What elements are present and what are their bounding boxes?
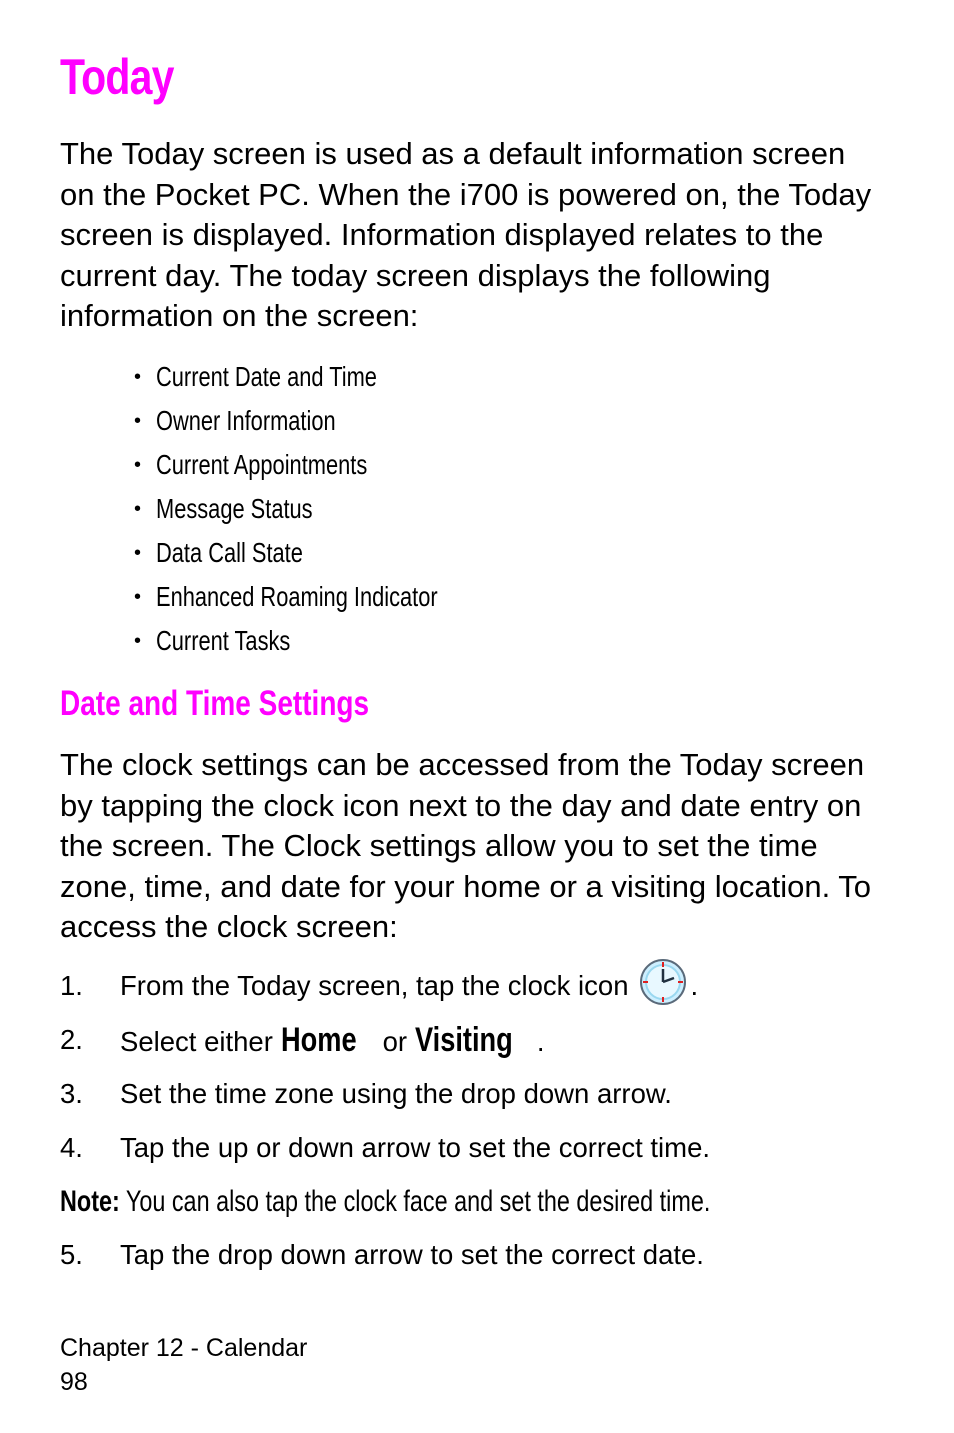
step-1: 1. From the Today screen, tap the clock icon . [60,966,920,1006]
step-2: 2. Select either Home or Visiting . [60,1021,545,1059]
clock-icon [637,956,689,1008]
step-number: 1. [60,970,83,1001]
note-text: You can also tap the clock face and set the desired time. [119,1185,711,1218]
page-title: Today [60,49,174,105]
option-visiting: Visiting [414,1021,513,1059]
note-label: Note: [60,1185,120,1218]
list-item: • Current Date and Time [134,361,377,392]
list-item: • Owner Information [134,405,336,436]
step-4 [60,1128,920,1168]
list-item: • Current Appointments [134,449,368,480]
step-number: 2. [60,1024,83,1055]
step-text: Tap the up or down arrow to set the correct time. [120,1132,711,1163]
step-text: Tap the drop down arrow to set the correct date. [120,1239,704,1270]
page-footer [60,1331,307,1399]
list-item: • Message Status [134,493,313,524]
step-3 [60,1074,920,1114]
step-number: 3. [60,1078,83,1109]
step-5 [60,1235,920,1275]
step-number: 5. [60,1239,83,1270]
chapter-label: Chapter 12 - Calendar [60,1334,308,1362]
step-text: Set the time zone using the drop down arrow. [120,1078,672,1109]
list-item: • Enhanced Roaming Indicator [134,581,438,612]
step-number: 4. [60,1132,83,1163]
list-item: • Data Call State [134,537,303,568]
list-item: • Current Tasks [134,625,291,656]
option-home: Home [280,1021,357,1059]
note [60,1182,710,1222]
info-list [134,355,517,663]
page-number: 98 [60,1368,88,1396]
section-paragraph: The clock settings can be accessed from the Today screen by tapping the clock icon next to the day and date entry on the screen. The Clock settings allow you to set the time zone, time, and date for your home or a visiting location. To access the clock screen: [60,747,872,944]
section-heading: Date and Time Settings [60,684,370,723]
intro-paragraph: The Today screen is used as a default information screen on the Pocket PC. When the i700 is powered on, the Today screen is displayed. Information displayed relates to the current day. The today screen displays the following information on the screen: [60,136,872,333]
step-text: From the Today screen, tap the clock icon [120,970,629,1001]
